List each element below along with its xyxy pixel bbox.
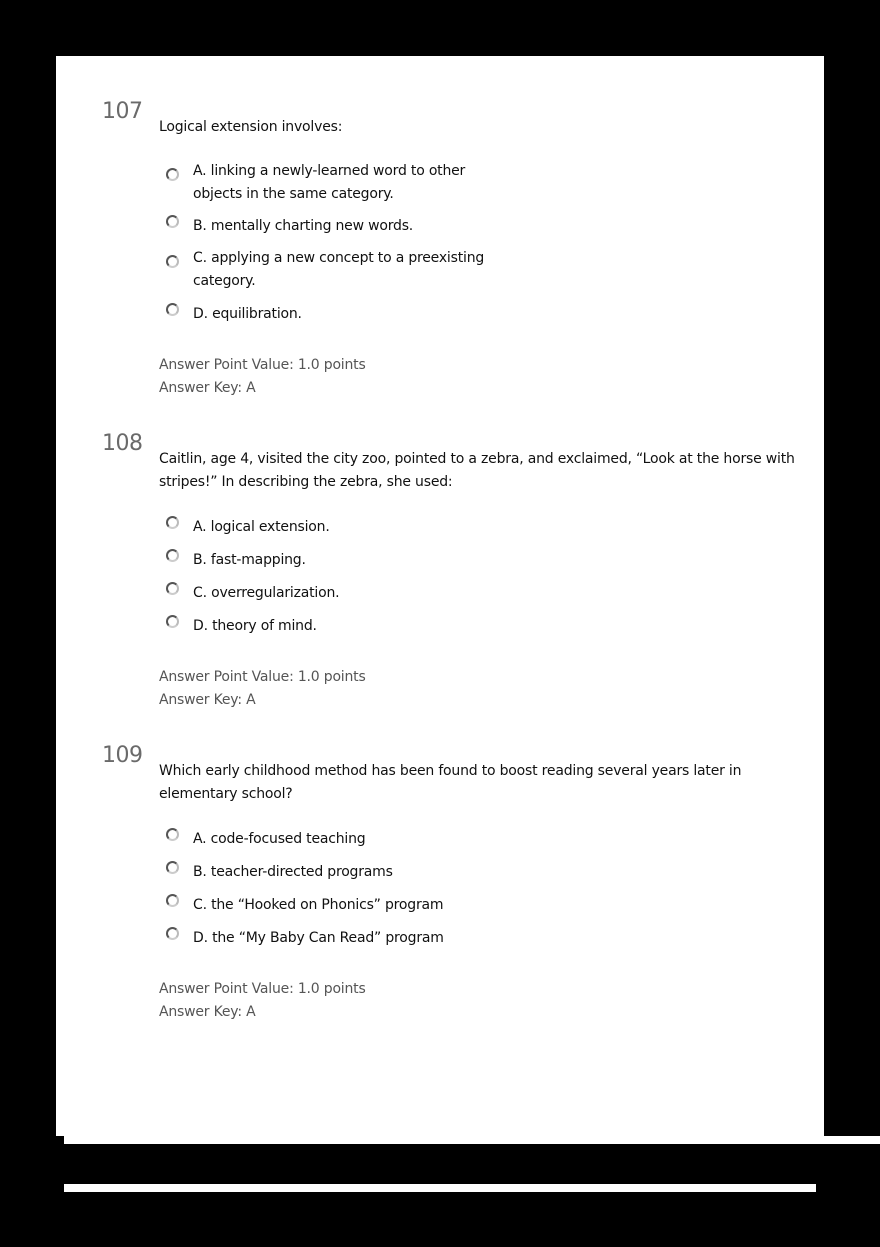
radio-button-icon[interactable] (166, 255, 179, 268)
option-label: B. mentally charting new words. (193, 218, 414, 234)
option-label: A. linking a newly-learned word to other objects in the same category. (193, 163, 466, 202)
option-label: C. the “Hooked on Phonics” program (193, 897, 444, 913)
answer-key: Answer Key: A (159, 1004, 256, 1020)
radio-button-icon[interactable] (166, 582, 179, 595)
option-c[interactable] (166, 582, 506, 605)
question-number: 108 (102, 431, 143, 456)
option-b[interactable] (166, 861, 506, 884)
option-c[interactable] (166, 247, 506, 293)
option-d[interactable] (166, 615, 506, 638)
answer-point-value: Answer Point Value: 1.0 points (159, 357, 366, 373)
option-b[interactable] (166, 215, 506, 238)
answer-key: Answer Key: A (159, 380, 256, 396)
option-c[interactable] (166, 894, 506, 917)
radio-button-icon[interactable] (166, 615, 179, 628)
option-label: D. equilibration. (193, 306, 302, 322)
option-label: B. teacher-directed programs (193, 864, 393, 880)
question-text: Logical extension involves: (159, 119, 343, 135)
question-number: 107 (102, 99, 143, 124)
option-a[interactable] (166, 828, 506, 851)
question-text: Caitlin, age 4, visited the city zoo, pointed to a zebra, and exclaimed, “Look at the horse with stripes!” In describing the zebra, she used: (159, 451, 795, 490)
radio-button-icon[interactable] (166, 861, 179, 874)
question-text: Which early childhood method has been found to boost reading several years later in elementary school? (159, 763, 742, 802)
answer-point-value: Answer Point Value: 1.0 points (159, 981, 366, 997)
option-label: A. code-focused teaching (193, 831, 366, 847)
radio-button-icon[interactable] (166, 215, 179, 228)
option-d[interactable] (166, 927, 506, 950)
option-b[interactable] (166, 549, 506, 572)
page-edge-bar (64, 1184, 816, 1192)
option-label: C. applying a new concept to a preexisting category. (193, 250, 485, 289)
option-label: C. overregularization. (193, 585, 340, 601)
radio-button-icon[interactable] (166, 828, 179, 841)
option-label: D. theory of mind. (193, 618, 317, 634)
option-label: A. logical extension. (193, 519, 330, 535)
document-page (56, 56, 824, 1136)
page-edge-strip (64, 1136, 880, 1144)
radio-button-icon[interactable] (166, 303, 179, 316)
option-label: B. fast-mapping. (193, 552, 306, 568)
radio-button-icon[interactable] (166, 927, 179, 940)
option-d[interactable] (166, 303, 506, 326)
radio-button-icon[interactable] (166, 549, 179, 562)
option-a[interactable] (166, 160, 506, 206)
option-label: D. the “My Baby Can Read” program (193, 930, 444, 946)
answer-point-value: Answer Point Value: 1.0 points (159, 669, 366, 685)
question-number: 109 (102, 743, 143, 768)
answer-key: Answer Key: A (159, 692, 256, 708)
radio-button-icon[interactable] (166, 168, 179, 181)
radio-button-icon[interactable] (166, 516, 179, 529)
option-a[interactable] (166, 516, 506, 539)
radio-button-icon[interactable] (166, 894, 179, 907)
